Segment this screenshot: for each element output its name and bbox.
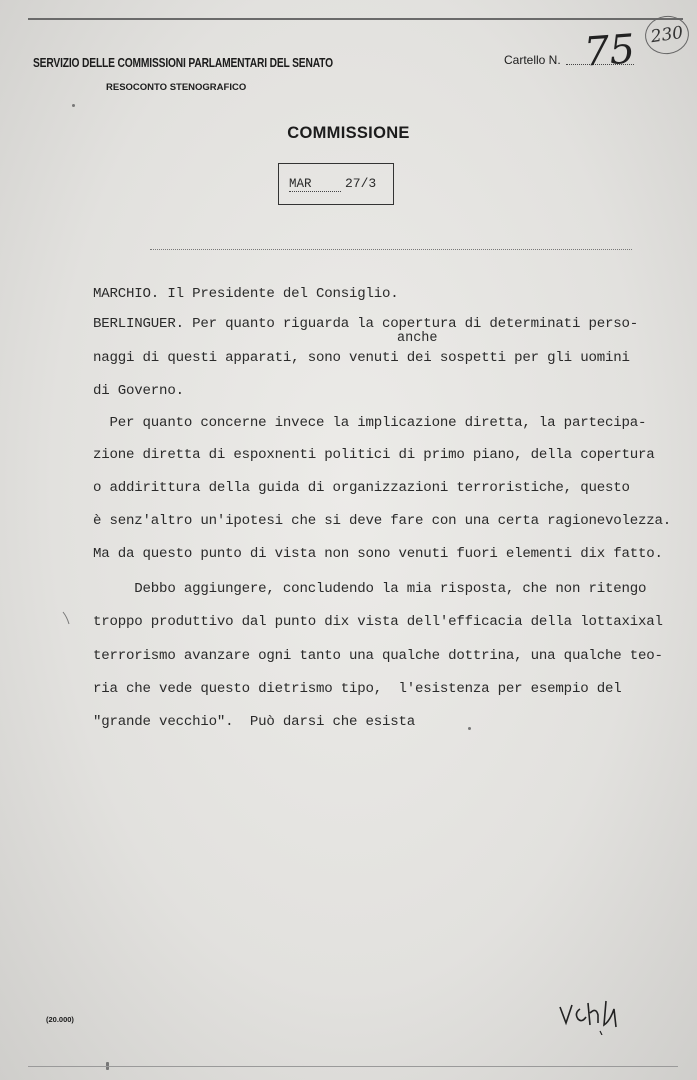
body-line: troppo produttivo dal punto dix vista dell'efficacia della lottaxixal	[93, 614, 663, 630]
paper-speck	[72, 104, 75, 107]
body-line: è senz'altro un'ipotesi che si deve fare con una certa ragionevolezza.	[93, 513, 672, 529]
body-line: Ma da questo punto di vista non sono venuti fuori elementi dix fatto.	[93, 546, 663, 562]
cartello-number: 75	[582, 26, 637, 76]
cartello-label: Cartello N.	[504, 53, 561, 67]
body-line: Per quanto concerne invece la implicazione diretta, la partecipa-	[93, 415, 647, 431]
stamp-month: MAR	[289, 177, 312, 191]
date-stamp-box	[278, 163, 394, 205]
organization-header: SERVIZIO DELLE COMMISSIONI PARLAMENTARI DEL SENATO	[33, 56, 333, 70]
handwritten-initials-icon	[556, 995, 626, 1035]
commission-title: COMMISSIONE	[287, 124, 410, 142]
paper-speck	[468, 727, 471, 730]
body-line: o addirittura della guida di organizzazioni terroristiche, questo	[93, 480, 630, 496]
stamp-date: 27/3	[345, 176, 377, 191]
page-number: 230	[643, 13, 692, 57]
interlinear-insertion: anche	[397, 331, 438, 346]
dotted-separator	[150, 249, 632, 250]
body-line: terrorismo avanzare ogni tanto una qualche dottrina, una qualche teo-	[93, 648, 663, 664]
body-line: di Governo.	[93, 383, 184, 399]
body-line: naggi di questi apparati, sono venuti dei sospetti per gli uomini	[93, 350, 630, 366]
footer-code: (20.000)	[46, 1015, 74, 1024]
body-line: "grande vecchio". Può darsi che esista	[93, 714, 416, 730]
body-line: zione diretta di espoxnenti politici di primo piano, della copertura	[93, 447, 655, 463]
margin-mark-icon	[62, 611, 70, 625]
body-line: MARCHIO. Il Presidente del Consiglio.	[93, 286, 399, 302]
top-rule	[28, 18, 683, 20]
report-subtitle: RESOCONTO STENOGRAFICO	[106, 82, 247, 93]
body-line: ria che vede questo dietrismo tipo, l'esistenza per esempio del	[93, 681, 622, 697]
body-line: BERLINGUER. Per quanto riguarda la copertura di determinati perso-	[93, 316, 639, 332]
body-line: Debbo aggiungere, concludendo la mia risposta, che non ritengo	[93, 581, 647, 597]
stamp-dotted-line	[289, 191, 341, 192]
bottom-rule	[28, 1066, 678, 1067]
